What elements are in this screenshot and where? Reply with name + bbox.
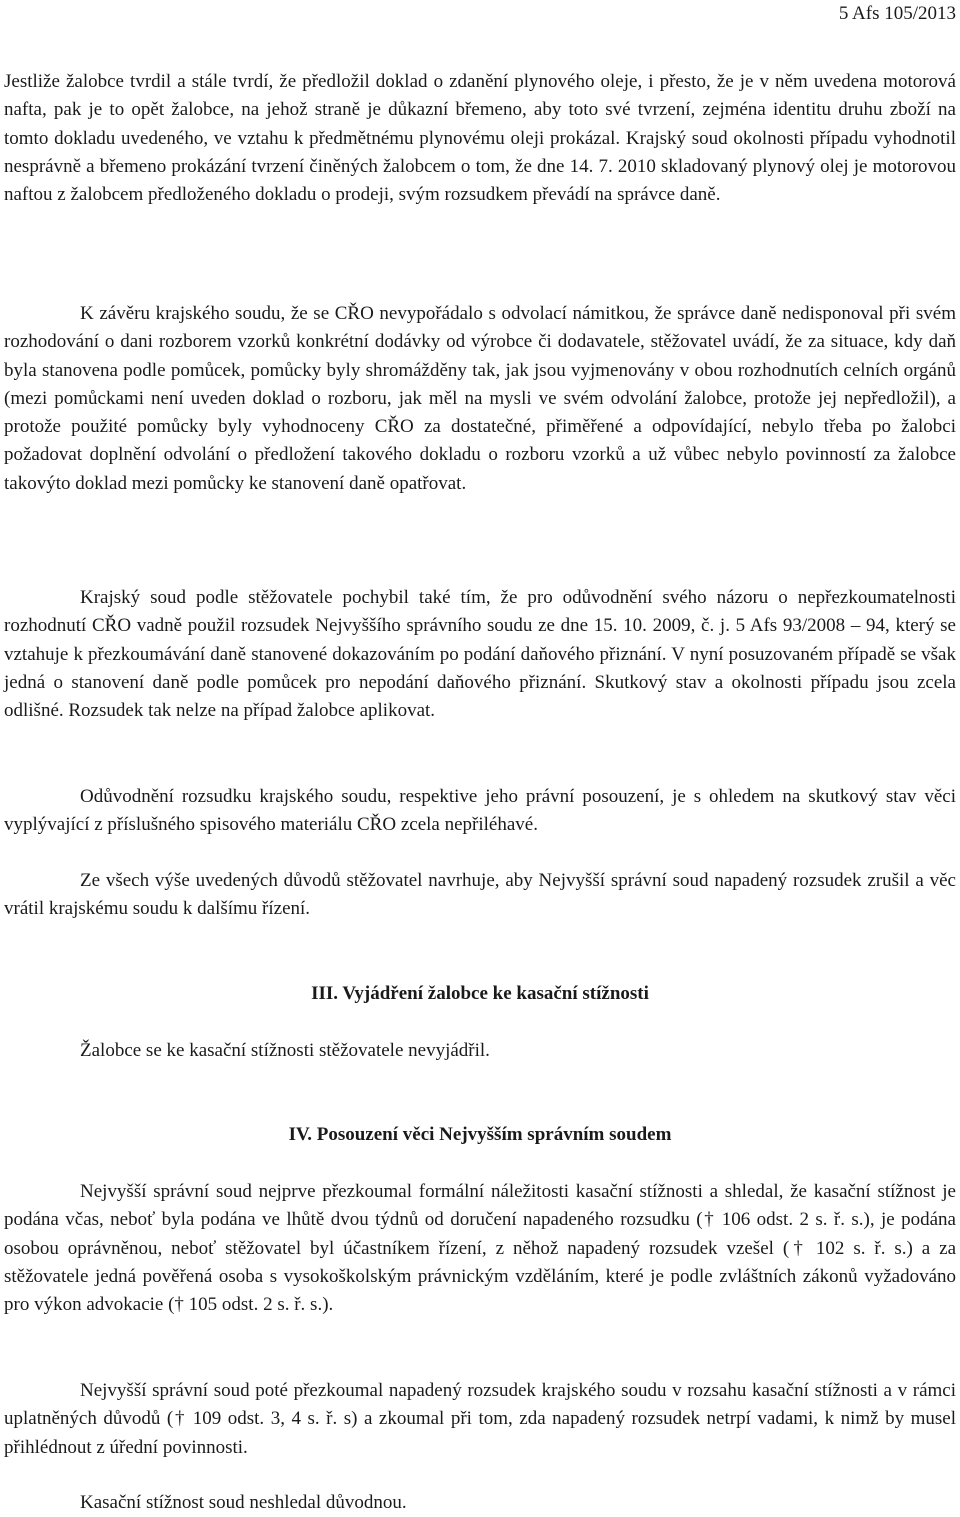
section-heading-iv: IV. Posouzení věci Nejvyšším správním soudem <box>288 1124 672 1145</box>
paragraph-no-response: Žalobce se ke kasační stížnosti stěžovatele nevyjádřil. <box>80 1040 490 1061</box>
paragraph-formal-review: Nejvyšší správní soud nejprve přezkoumal formální náležitosti kasační stížnosti a shledal, že kasační stížnost je podána včas, neboť byla podána ve lhůtě dvou týdnů od doručení napadeného rozsudku († 106 odst. 2 s. ř. s.), je podána osobou oprávněnou, neboť stěžovatel byl účastníkem řízení, z něhož napadený rozsudek vzešel († 102 s. ř. s.) a za stěžovatele jedná pověřená osoba s vysokoškolským právnickým vzděláním, které je podle zvláštních zákonů vyžadováno pro výkon advokacie († 105 odst. 2 s. ř. s.). <box>4 1181 956 1316</box>
paragraph-reasoning-inappropriate: Odůvodnění rozsudku krajského soudu, respektive jeho právní posouzení, je s ohledem na skutkový stav věci vyplývající z příslušného spisového materiálu CŘO zcela nepřiléhavé. <box>4 786 956 836</box>
paragraph-burden-of-proof: Jestliže žalobce tvrdil a stále tvrdí, že předložil doklad o zdanění plynového oleje, i přesto, že je v něm uvedena motorová nafta, pak je to opět žalobce, na jehož straně je důkazní břemeno, aby toto své tvrzení, zejména identitu druhu zboží na tomto dokladu uvedeného, ve vztahu k předmětnému plynovému oleji prokázal. Krajský soud okolnosti případu vyhodnotil nesprávně a břemeno prokázání tvrzení činěných žalobcem o tom, že dne 14. 7. 2010 skladovaný plynový olej je motorovou naftou z žalobcem předloženého dokladu o prodeji, svým rozsudkem převádí na správce daně. <box>4 71 956 206</box>
paragraph-proposal: Ze všech výše uvedených důvodů stěžovatel navrhuje, aby Nejvyšší správní soud napadený rozsudek zrušil a věc vrátil krajskému soudu k dalšímu řízení. <box>4 870 956 920</box>
case-number-header: 5 Afs 105/2013 <box>838 3 956 24</box>
section-heading-iii: III. Vyjádření žalobce ke kasační stížnosti <box>311 983 649 1004</box>
paragraph-judgment-misapplied: Krajský soud podle stěžovatele pochybil také tím, že pro odůvodnění svého názoru o nepřezkoumatelnosti rozhodnutí CŘO vadně použil rozsudek Nejvyššího správního soudu ze dne 15. 10. 2009, č. j. 5 Afs 93/2008 – 94, který se vztahuje k přezkoumávání daně stanovené dokazováním po podání daňového přiznání. V nyní posuzovaném případě se však jedná o stanovení daně podle pomůcek pro nepodání daňového přiznání. Skutkový stav a okolnosti případu jsou zcela odlišné. Rozsudek tak nelze na případ žalobce aplikovat. <box>4 587 956 722</box>
paragraph-appeal-objection: K závěru krajského soudu, že se CŘO nevypořádalo s odvolací námitkou, že správce daně nedisponoval při svém rozhodování o dani rozborem vzorků konkrétní dodávky od výrobce či dodavatele, stěžovatel uvádí, že za situace, kdy daň byla stanovena podle pomůcek, pomůcky byly shromážděny tak, jak jsou vyjmenovány v obou rozhodnutích celních orgánů (mezi pomůckami není uveden doklad o rozboru, jak měl na mysli ve svém odvolání žalobce, protože jej nepředložil), a protože použité pomůcky byly vyhodnoceny CŘO za dostatečné, přiměřené a odpovídající, nebylo třeba po žalobci požadovat doplnění odvolání o předložení takového dokladu o rozboru vzorků a už vůbec nebylo povinností za žalobce takovýto doklad mezi pomůcky ke stanovení daně opatřovat. <box>4 303 956 494</box>
paragraph-scope-review: Nejvyšší správní soud poté přezkoumal napadený rozsudek krajského soudu v rozsahu kasační stížnosti a v rámci uplatněných důvodů († 109 odst. 3, 4 s. ř. s) a zkoumal při tom, zda napadený rozsudek netrpí vadami, k nimž by musel přihlédnout z úřední povinnosti. <box>4 1380 956 1458</box>
paragraph-conclusion: Kasační stížnost soud neshledal důvodnou. <box>80 1492 407 1513</box>
